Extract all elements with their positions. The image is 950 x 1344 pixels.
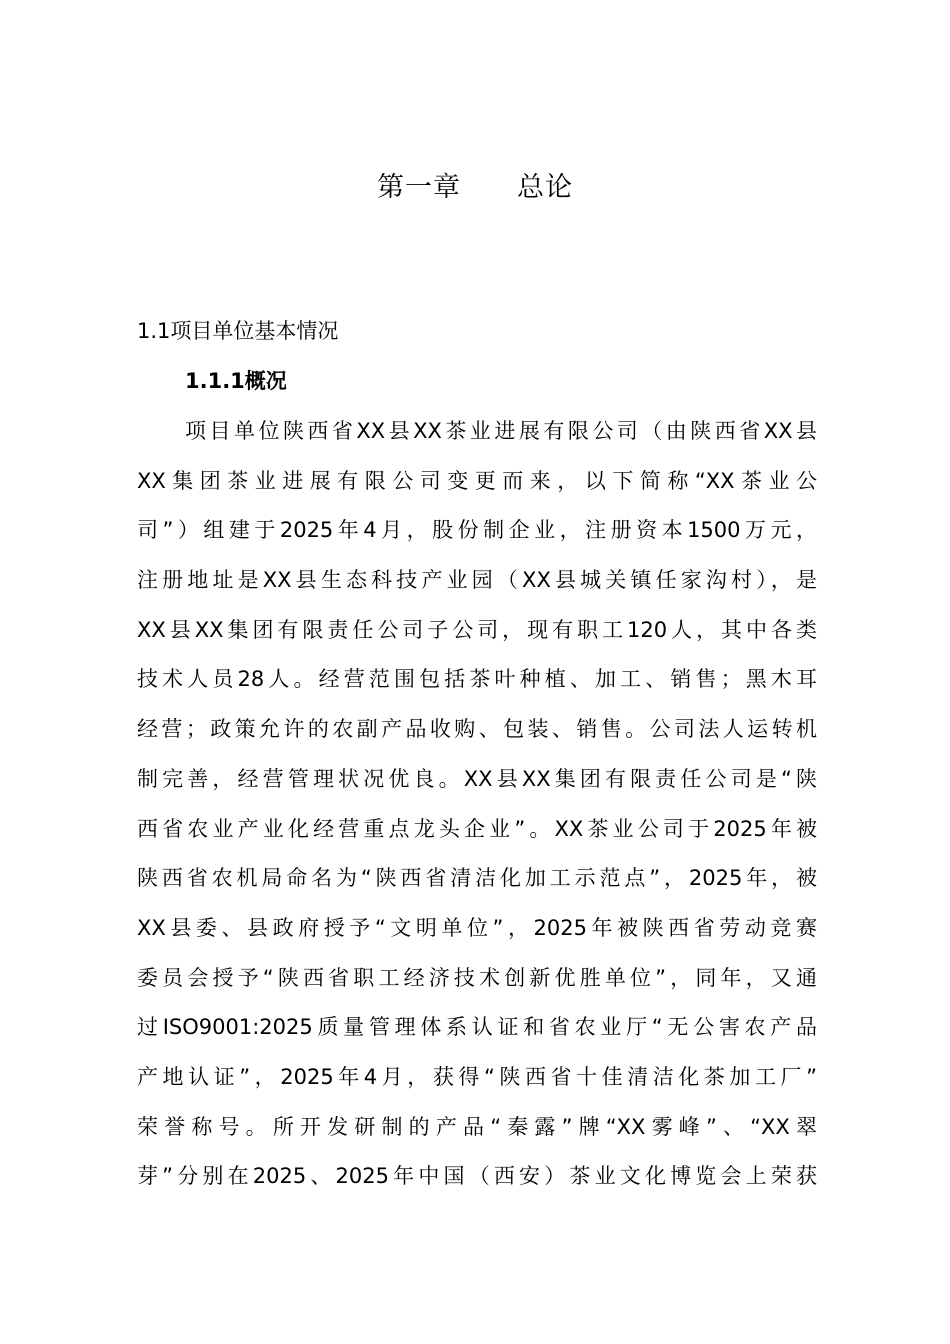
paragraph-line: 技术人员28人。经营范围包括茶叶种植、加工、销售；黑木耳	[137, 667, 817, 692]
paragraph-line: XX县委、县政府授予“文明单位”，2025年被陕西省劳动竞赛	[137, 915, 817, 940]
paragraph-line: XX县XX集团有限责任公司子公司，现有职工120人，其中各类	[137, 617, 817, 642]
subsection-heading: 1.1.1概况	[185, 369, 287, 393]
section-heading: 1.1项目单位基本情况	[137, 319, 339, 343]
paragraph-line: 制完善，经营管理状况优良。XX县XX集团有限责任公司是“陕	[137, 766, 817, 791]
paragraph-line: 陕西省农机局命名为“陕西省清洁化加工示范点”，2025年，被	[137, 866, 817, 891]
paragraph-line: 荣誉称号。所开发研制的产品“秦露”牌“XX雾峰”、“XX翠	[137, 1114, 817, 1139]
paragraph-line: 芽”分别在2025、2025年中国（西安）茶业文化博览会上荣获	[137, 1164, 817, 1189]
body-paragraph	[137, 407, 817, 1202]
paragraph-line: 产地认证”，2025年4月，获得“陕西省十佳清洁化茶加工厂”	[137, 1064, 817, 1089]
paragraph-line: 注册地址是XX县生态科技产业园（XX县城关镇任家沟村），是	[137, 568, 817, 593]
chapter-name: 总论	[517, 172, 573, 203]
paragraph-line: 委员会授予“陕西省职工经济技术创新优胜单位”，同年，又通	[137, 965, 817, 990]
paragraph-line: 经营；政策允许的农副产品收购、包装、销售。公司法人运转机	[137, 717, 817, 742]
paragraph-line: 司”）组建于2025年4月，股份制企业，注册资本1500万元，	[137, 518, 818, 543]
chapter-label: 第一章	[377, 172, 461, 203]
paragraph-line: 过ISO9001:2025质量管理体系认证和省农业厅“无公害农产品	[137, 1015, 817, 1040]
paragraph-line: 西省农业产业化经营重点龙头企业”。XX茶业公司于2025年被	[137, 816, 817, 841]
chapter-title	[0, 168, 950, 208]
paragraph-line: 项目单位陕西省XX县XX茶业进展有限公司（由陕西省XX县	[185, 419, 817, 443]
paragraph-line: XX集团茶业进展有限公司变更而来，以下简称“XX茶业公	[137, 468, 817, 493]
